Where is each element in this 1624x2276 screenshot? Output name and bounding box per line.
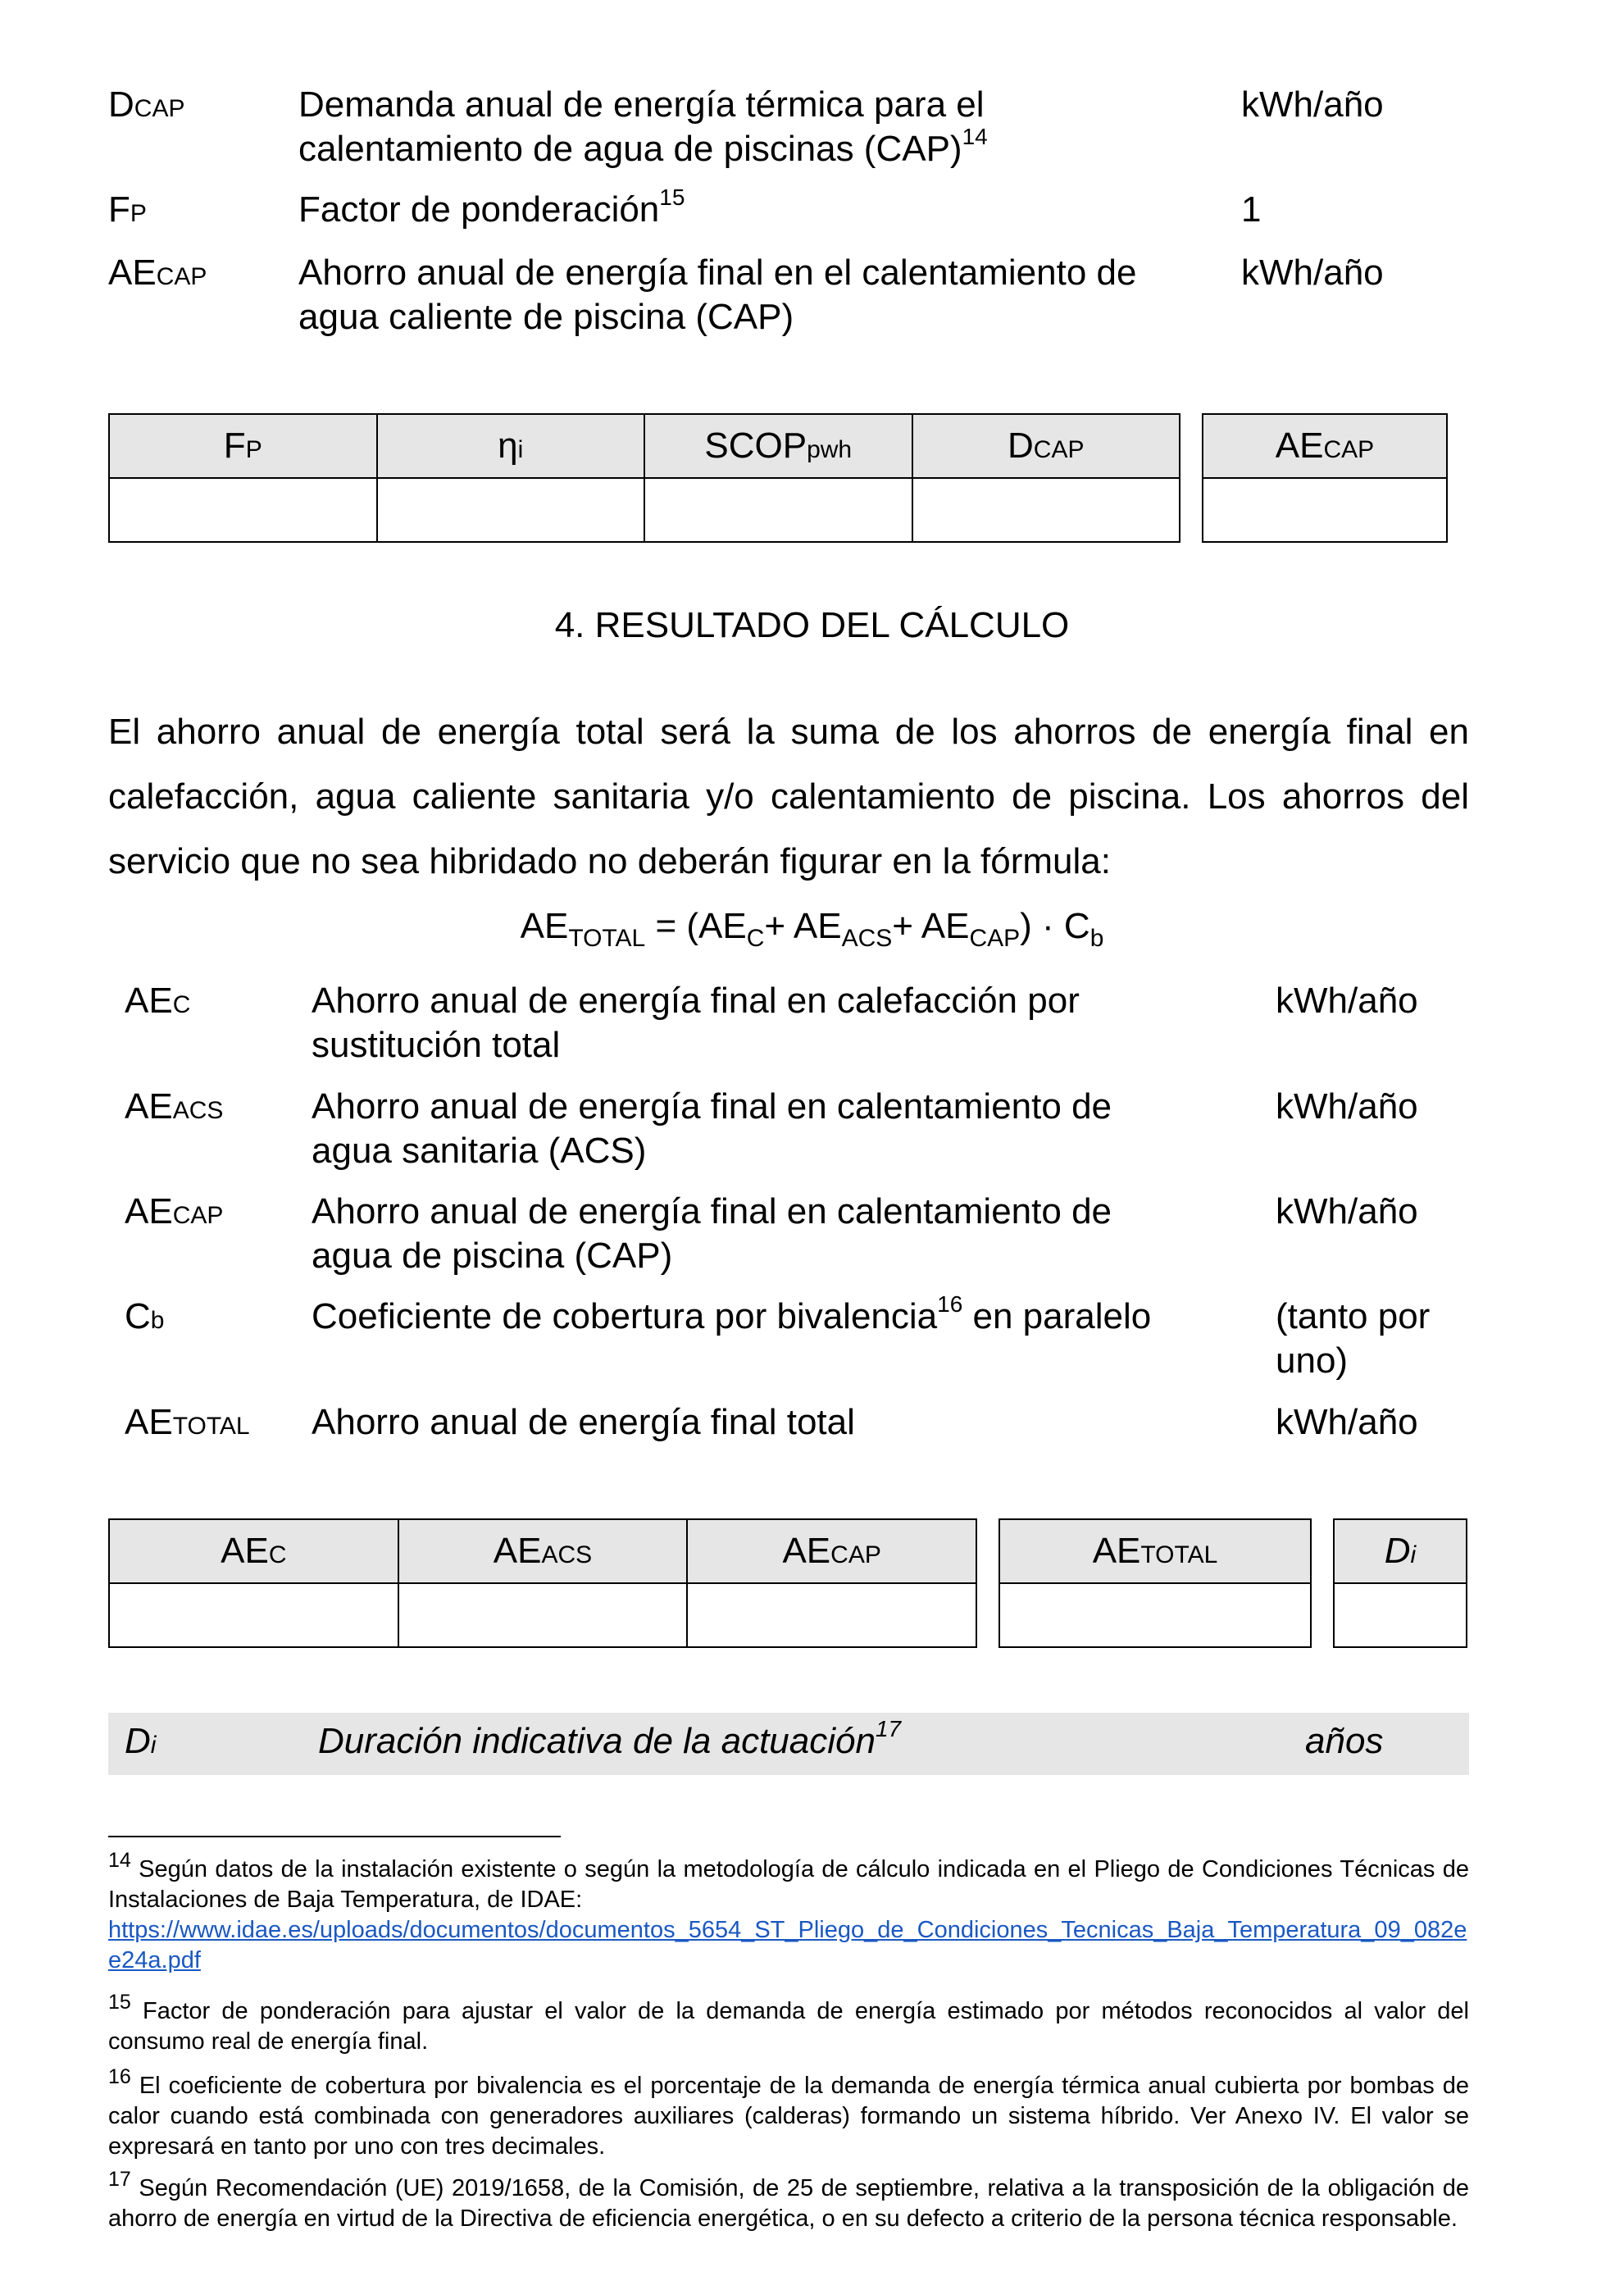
col-header-fp: FP: [109, 414, 377, 478]
col-header-aec: AEC: [109, 1519, 398, 1583]
value-cell[interactable]: [1334, 1583, 1467, 1647]
symbol: Di: [125, 1721, 157, 1761]
savings-table: [108, 1518, 977, 1648]
value-cell[interactable]: [398, 1583, 688, 1647]
value-cell[interactable]: [1203, 478, 1447, 542]
definition-text: Duración indicativa de la actuación$^{17}$: [318, 1716, 902, 1761]
unit: kWh/año: [1241, 253, 1384, 293]
definition-text: Ahorro anual de energía final total: [312, 1402, 855, 1442]
footnote-14: $^{14}$ Según datos de la instalación existente o según la metodología de cálculo indicada en el Pliego de Condiciones Técnicas de Instalaciones de Baja Temperatura, de IDAE: https://www.idae.es/uploads/documentos/documentos_5654_ST_Pliego_de_Condiciones_Tecnicas_Baja_Temperatura_09_082ee24a.pdf: [108, 1849, 1469, 1973]
value-cell[interactable]: [687, 1583, 976, 1647]
value-cell[interactable]: [377, 478, 645, 542]
footnote-15: $^{15}$ Factor de ponderación para ajustar el valor de la demanda de energía estimado por métodos reconocidos al valor del consumo real de energía final.: [108, 1991, 1470, 2055]
def-row-aetotal: [125, 1400, 1469, 1445]
col-header-aecap: AECAP: [1203, 414, 1447, 478]
unit: 1: [1241, 189, 1262, 230]
def-row-aec: [125, 979, 1469, 1069]
footnote-link[interactable]: https://www.idae.es/uploads/documentos/documentos_5654_ST_Pliego_de_Condiciones_Tecnicas_Baja_Temperatura_09_082ee24a.pdf: [108, 1917, 1467, 1973]
col-header-aeacs: AEACS: [398, 1519, 688, 1583]
symbol: DCAP: [108, 84, 185, 125]
symbol: AEACS: [125, 1086, 224, 1127]
col-header-dcap: DCAP: [912, 414, 1180, 478]
unit: años: [1305, 1721, 1384, 1761]
value-cell[interactable]: [999, 1583, 1311, 1647]
value-cell[interactable]: [109, 478, 377, 542]
symbol: AETOTAL: [125, 1402, 250, 1442]
footnote-divider: [108, 1836, 561, 1837]
unit: kWh/año: [1276, 1402, 1418, 1442]
definition-text: Factor de ponderación$^{15}$: [298, 184, 685, 230]
def-row-dcap: [108, 83, 1469, 173]
symbol: AECAP: [125, 1191, 224, 1231]
def-row-cb: [125, 1291, 1469, 1385]
def-row-aecap: [108, 251, 1469, 341]
unit: kWh/año: [1276, 1191, 1418, 1231]
symbol: AECAP: [108, 253, 207, 293]
col-header-aetotal: AETOTAL: [999, 1519, 1311, 1583]
formula: $AE_{TOTAL} = (AE_C+ AE_{ACS}+ AE_{CAP}) \cdot C_b$: [520, 906, 1104, 952]
col-header-scop: SCOPpwh: [644, 414, 912, 478]
symbol: AEC: [125, 981, 191, 1021]
col-header-eta: ηi: [377, 414, 645, 478]
value-cell[interactable]: [912, 478, 1180, 542]
definition-text: Ahorro anual de energía final en calentamiento de agua sanitaria (ACS): [312, 1086, 1112, 1171]
col-header-aecap: AECAP: [687, 1519, 976, 1583]
result-table-aecap: [1202, 413, 1448, 543]
footnote-17: $^{17}$ Según Recomendación (UE) 2019/1658, de la Comisión, de 25 de septiembre, relativa a la transposición de la obligación de ahorro de energía en virtud de la Directiva de eficiencia energética, o en su defecto a criterio de la persona técnica responsable.: [108, 2168, 1469, 2232]
unit: kWh/año: [1241, 84, 1384, 125]
unit: kWh/año: [1276, 1086, 1418, 1127]
def-row-aeacs: [125, 1085, 1469, 1175]
definition-text: Coeficiente de cobertura por bivalencia$^{16}$ en paralelo: [312, 1291, 1152, 1336]
definition-text: Ahorro anual de energía final en calentamiento de agua de piscina (CAP): [312, 1191, 1112, 1276]
unit: (tanto por uno): [1276, 1296, 1431, 1381]
value-cell[interactable]: [644, 478, 912, 542]
col-header-di: Di: [1334, 1519, 1467, 1583]
input-table: [108, 413, 1180, 543]
section-heading: 4. RESULTADO DEL CÁLCULO: [554, 605, 1070, 645]
footnote-16: $^{16}$ El coeficiente de cobertura por bivalencia es el porcentaje de la demanda de energía térmica anual cubierta por bombas de calor cuando está combinada con generadores auxiliares (calderas) formando un sistema híbrido. Ver Anexo IV. El valor se expresará en tanto por uno con tres decimales.: [108, 2065, 1469, 2160]
definition-text: Demanda anual de energía térmica para el calentamiento de agua de piscinas (CAP)$^{14}$: [298, 84, 988, 169]
duration-definition-row: [108, 1713, 1469, 1775]
unit: kWh/año: [1276, 981, 1418, 1021]
body-paragraph: El ahorro anual de energía total será la suma de los ahorros de energía final en calefacción, agua caliente sanitaria y/o calentamiento de piscina. Los ahorros del servicio que no sea hibridado no deberán figurar en la fórmula:: [108, 712, 1469, 881]
symbol: FP: [108, 189, 147, 230]
def-row-aecap-result: [125, 1190, 1469, 1280]
symbol: Cb: [125, 1296, 165, 1336]
value-cell[interactable]: [109, 1583, 398, 1647]
definition-text: Ahorro anual de energía final en el calentamiento de agua caliente de piscina (CAP): [298, 253, 1137, 337]
definition-text: Ahorro anual de energía final en calefacción por sustitución total: [312, 981, 1080, 1065]
total-table: [999, 1518, 1312, 1648]
def-row-fp: [108, 184, 1469, 232]
duration-table: [1333, 1518, 1467, 1648]
